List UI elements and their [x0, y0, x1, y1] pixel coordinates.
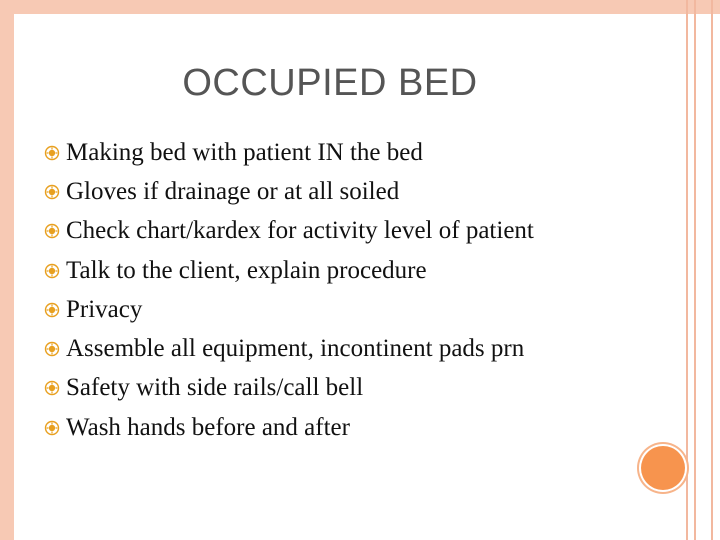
slide-title	[0, 62, 660, 105]
right-decor-line	[694, 0, 696, 540]
list-item	[44, 172, 534, 211]
bullet-list	[44, 133, 534, 447]
decorative-circle	[641, 446, 685, 490]
list-item-text: Making bed with patient IN the bed	[66, 138, 423, 166]
sun-bullet-icon	[44, 420, 60, 436]
list-item	[44, 212, 534, 251]
list-item	[44, 133, 534, 172]
sun-bullet-icon	[44, 223, 60, 239]
right-decor-line	[686, 0, 688, 540]
list-item	[44, 369, 534, 408]
sun-bullet-icon	[44, 341, 60, 357]
right-decor-line	[711, 0, 713, 540]
list-item-text: Assemble all equipment, incontinent pads prn	[66, 335, 525, 363]
list-item-text: Wash hands before and after	[66, 413, 350, 441]
sun-bullet-icon	[44, 302, 60, 318]
list-item-text: Check chart/kardex for activity level of patient	[66, 217, 534, 245]
sun-bullet-icon	[44, 263, 60, 279]
list-item-text: Privacy	[66, 295, 143, 323]
list-item	[44, 329, 534, 368]
sun-bullet-icon	[44, 380, 60, 396]
list-item	[44, 408, 534, 447]
slide-title-text: OCCUPIED BED	[182, 62, 478, 104]
list-item	[44, 290, 534, 329]
sun-bullet-icon	[44, 184, 60, 200]
list-item-text: Safety with side rails/call bell	[66, 374, 364, 402]
list-item-text: Talk to the client, explain procedure	[66, 256, 427, 284]
top-border	[0, 0, 720, 14]
list-item-text: Gloves if drainage or at all soiled	[66, 177, 400, 205]
list-item	[44, 251, 534, 290]
sun-bullet-icon	[44, 145, 60, 161]
